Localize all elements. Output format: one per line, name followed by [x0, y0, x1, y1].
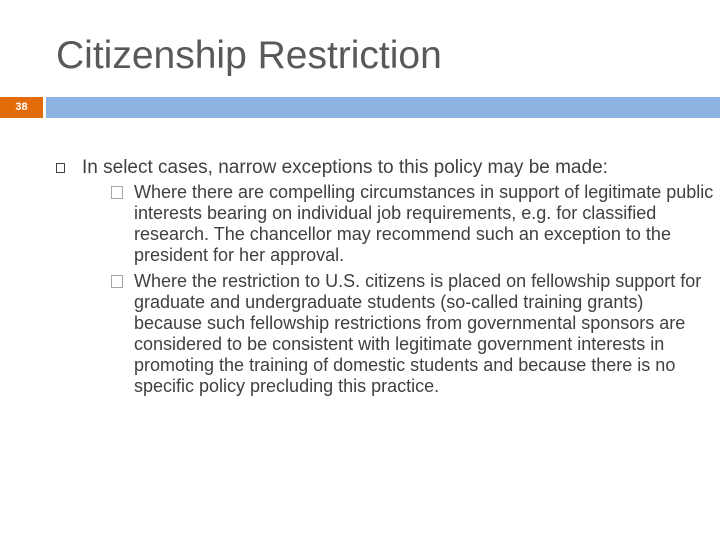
- square-bullet-icon: [56, 163, 65, 173]
- accent-bar: [46, 97, 720, 118]
- sub-bullet-list: [82, 182, 714, 397]
- sub-bullet-text: Where the restriction to U.S. citizens is placed on fellowship support for graduate and undergraduate students (so-called training grants) because such fellowship restrictions from governmental sponsors are considered to be consistent with legitimate government interests in promoting the training of domestic students and because there is no specific policy precluding this practice.: [134, 271, 702, 396]
- square-bullet-icon: [111, 275, 123, 288]
- main-bullet-item: [54, 157, 714, 397]
- sub-bullet-item: [82, 271, 702, 397]
- square-bullet-icon: [111, 186, 123, 199]
- sub-bullet-item: [82, 182, 714, 266]
- slide-number: 38: [0, 97, 43, 118]
- sub-bullet-text: Where there are compelling circumstances in support of legitimate public interests bearing on individual job requirements, e.g. for classified research. The chancellor may recommend such an exception to the president for her approval.: [134, 182, 714, 265]
- slide-title: Citizenship Restriction: [56, 34, 442, 77]
- slide-content: [54, 157, 714, 402]
- main-bullet-text: In select cases, narrow exceptions to this policy may be made:: [82, 157, 608, 178]
